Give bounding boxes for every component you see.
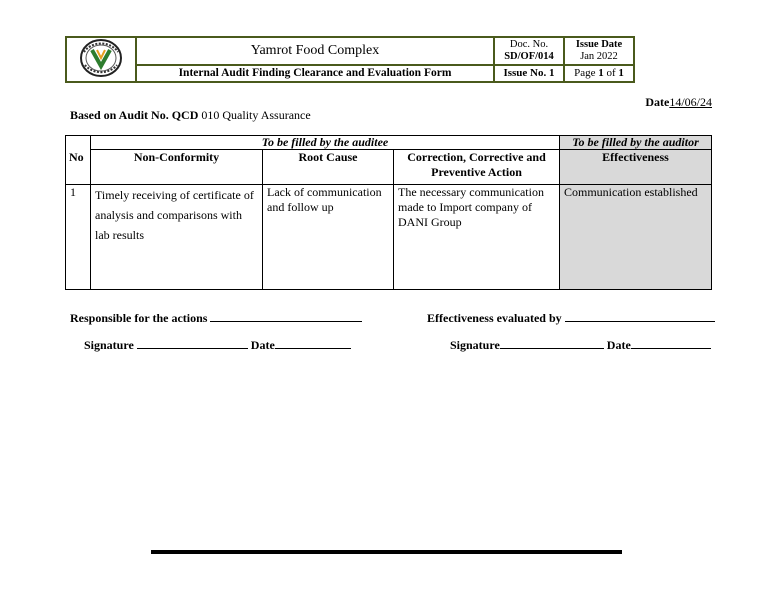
auditor-section-header: To be filled by the auditor	[560, 136, 712, 150]
auditee-section-header: To be filled by the auditee	[91, 136, 560, 150]
auditor-signature-label: Signature	[450, 338, 500, 352]
audit-reference	[70, 108, 311, 123]
audit-value: 010 Quality Assurance	[198, 108, 311, 122]
company-name: Yamrot Food Complex	[136, 37, 494, 65]
table-row	[66, 185, 712, 290]
auditee-signature-line	[84, 337, 351, 353]
auditor-date-blank	[631, 337, 711, 349]
column-header-action: Correction, Corrective and Preventive Action	[394, 150, 560, 185]
cell-non-conformity	[91, 185, 263, 290]
cell-effectiveness: Communication established	[560, 185, 712, 290]
issue-date-value: Jan 2022	[580, 50, 618, 62]
responsible-blank	[210, 310, 362, 322]
page-total: 1	[618, 67, 624, 80]
page-prefix: Page	[574, 67, 599, 80]
form-title: Internal Audit Finding Clearance and Evaluation Form	[136, 65, 494, 82]
auditor-signature-blank	[500, 337, 604, 349]
footer-rule	[151, 550, 622, 554]
document-header	[65, 36, 635, 83]
doc-number-label: Doc. No.	[509, 38, 549, 50]
auditee-signature-blank	[137, 337, 248, 349]
evaluated-label: Effectiveness evaluated by	[427, 311, 562, 325]
page-indicator	[564, 65, 634, 82]
column-header-effectiveness: Effectiveness	[560, 150, 712, 185]
column-header-non-conformity: Non-Conformity	[91, 150, 263, 185]
date-label: Date	[645, 95, 670, 109]
column-header-no: No	[66, 150, 91, 185]
doc-number-value: SD/OF/014	[504, 50, 554, 62]
date-value: 14/06/24	[669, 95, 712, 109]
company-logo	[66, 37, 136, 82]
non-conformity-text: Timely receiving of certificate of analysis and comparisons with lab results	[95, 188, 254, 242]
doc-number-cell	[494, 37, 564, 65]
company-seal-icon	[79, 38, 123, 78]
auditor-signature-line	[450, 337, 711, 353]
column-header-root-cause: Root Cause	[263, 150, 394, 185]
auditor-date-label: Date	[606, 338, 631, 352]
issue-date-label: Issue Date	[575, 38, 623, 50]
page-of: of	[603, 67, 619, 80]
findings-table	[65, 135, 712, 290]
auditee-date-label: Date	[250, 338, 275, 352]
auditee-date-blank	[275, 337, 351, 349]
cell-no: 1	[66, 185, 91, 290]
responsible-label: Responsible for the actions	[70, 311, 208, 325]
blank-corner-cell	[66, 136, 91, 150]
audit-label: Based on Audit No. QCD	[70, 108, 199, 122]
issue-date-cell	[564, 37, 634, 65]
page-number: 1	[598, 67, 604, 80]
evaluated-line	[427, 310, 715, 326]
cell-action: The necessary communication made to Import company of DANI Group	[394, 185, 560, 290]
auditee-signature-label: Signature	[84, 338, 134, 352]
issue-number: Issue No. 1	[494, 65, 564, 82]
cell-root-cause: Lack of communication and follow up	[263, 185, 394, 290]
responsible-line	[70, 310, 362, 326]
document-date	[645, 95, 712, 110]
evaluated-blank	[565, 310, 715, 322]
